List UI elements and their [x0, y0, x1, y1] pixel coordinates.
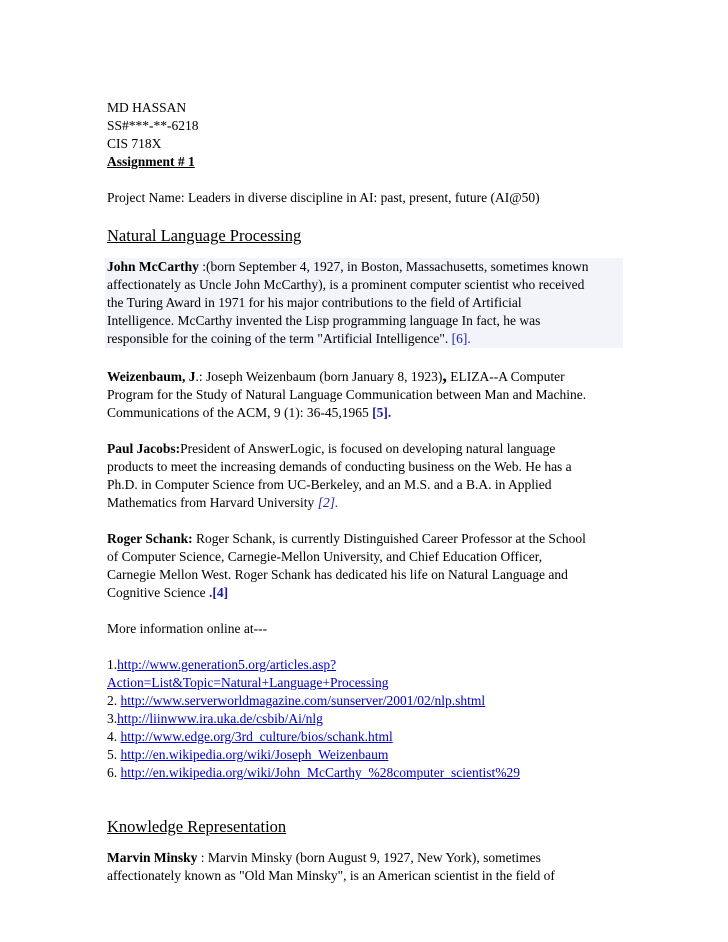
citation-ref: [2].	[317, 495, 339, 510]
citation-ref: [5].	[372, 405, 392, 420]
person-name: Marvin Minsky	[107, 850, 198, 865]
citation-ref: .[4]	[208, 585, 229, 600]
list-item: 4. http://www.edge.org/3rd_culture/bios/schank.html	[107, 729, 393, 744]
weizenbaum-paragraph: Weizenbaum, J.: Joseph Weizenbaum (born January 8, 1923), ELIZA--A Computer Program for the Study of Natural Language Communication between Man and Machine. Communications of the ACM, 9 (1): 36-45,1965 [5].	[107, 365, 587, 420]
list-item	[107, 674, 627, 692]
person-name: Weizenbaum, J	[107, 369, 196, 384]
reference-links	[107, 656, 627, 782]
mccarthy-paragraph: John McCarthy :(born September 4, 1927, in Boston, Massachusetts, sometimes known affectionately as Uncle John McCarthy), is a prominent computer scientist who received the Turing Award in 1971 for his major contributions to the field of Artificial Intelligence. McCarthy invented the Lisp programming language In fact, he was responsible for the coining of the term "Artificial Intelligence". [6].	[105, 258, 623, 348]
document-page	[107, 99, 627, 885]
header-block	[107, 99, 627, 171]
author-name: MD HASSAN	[107, 100, 187, 115]
reference-link[interactable]: http://en.wikipedia.org/wiki/John_McCarthy_%28computer_scientist%29	[120, 765, 520, 780]
section-heading-kr: Knowledge Representation	[107, 817, 287, 836]
list-item: 5. http://en.wikipedia.org/wiki/Joseph_Weizenbaum	[107, 747, 389, 762]
reference-link[interactable]: Action=List&Topic=Natural+Language+Processing	[107, 675, 389, 690]
course-code: CIS 718X	[107, 136, 162, 151]
section-heading-nlp: Natural Language Processing	[107, 226, 302, 245]
jacobs-paragraph: Paul Jacobs:President of AnswerLogic, is focused on developing natural language products to meet the increasing demands of conducting business on the Web. He has a Ph.D. in Computer Science from UC-Berkeley, and an M.S. and a B.A. in Applied Mathematics from Harvard University [2].	[107, 441, 572, 510]
assignment-title: Assignment # 1	[107, 154, 195, 169]
list-item: 2. http://www.serverworldmagazine.com/sunserver/2001/02/nlp.shtml	[107, 693, 486, 708]
citation-ref: [6].	[451, 331, 471, 346]
reference-link[interactable]: http://www.serverworldmagazine.com/sunserver/2001/02/nlp.shtml	[120, 693, 486, 708]
list-item: 6. http://en.wikipedia.org/wiki/John_McCarthy_%28computer_scientist%29	[107, 765, 520, 780]
reference-link[interactable]: http://en.wikipedia.org/wiki/Joseph_Weizenbaum	[120, 747, 389, 762]
project-name: Project Name: Leaders in diverse discipline in AI: past, present, future (AI@50)	[107, 190, 540, 205]
reference-link[interactable]: http://www.generation5.org/articles.asp?	[117, 657, 337, 672]
ssn: SS#***-**-6218	[107, 118, 199, 133]
list-item: 1.http://www.generation5.org/articles.asp?	[107, 657, 337, 672]
schank-paragraph: Roger Schank: Roger Schank, is currently Distinguished Career Professor at the School of Computer Science, Carnegie-Mellon University, and Chief Education Officer, Carnegie Mellon West. Roger Schank has dedicated his life on Natural Language and Cognitive Science .[4]	[107, 531, 586, 600]
reference-link[interactable]: http://liinwww.ira.uka.de/csbib/Ai/nlg	[117, 711, 323, 726]
more-info-label: More information online at---	[107, 621, 268, 636]
person-name: Roger Schank:	[107, 531, 193, 546]
person-name: John McCarthy	[107, 259, 199, 274]
list-item: 3.http://liinwww.ira.uka.de/csbib/Ai/nlg	[107, 711, 323, 726]
minsky-paragraph: Marvin Minsky : Marvin Minsky (born August 9, 1927, New York), sometimes affectionately known as "Old Man Minsky", is an American scientist in the field of	[107, 850, 555, 883]
person-name: Paul Jacobs:	[107, 441, 181, 456]
reference-link[interactable]: http://www.edge.org/3rd_culture/bios/schank.html	[120, 729, 393, 744]
